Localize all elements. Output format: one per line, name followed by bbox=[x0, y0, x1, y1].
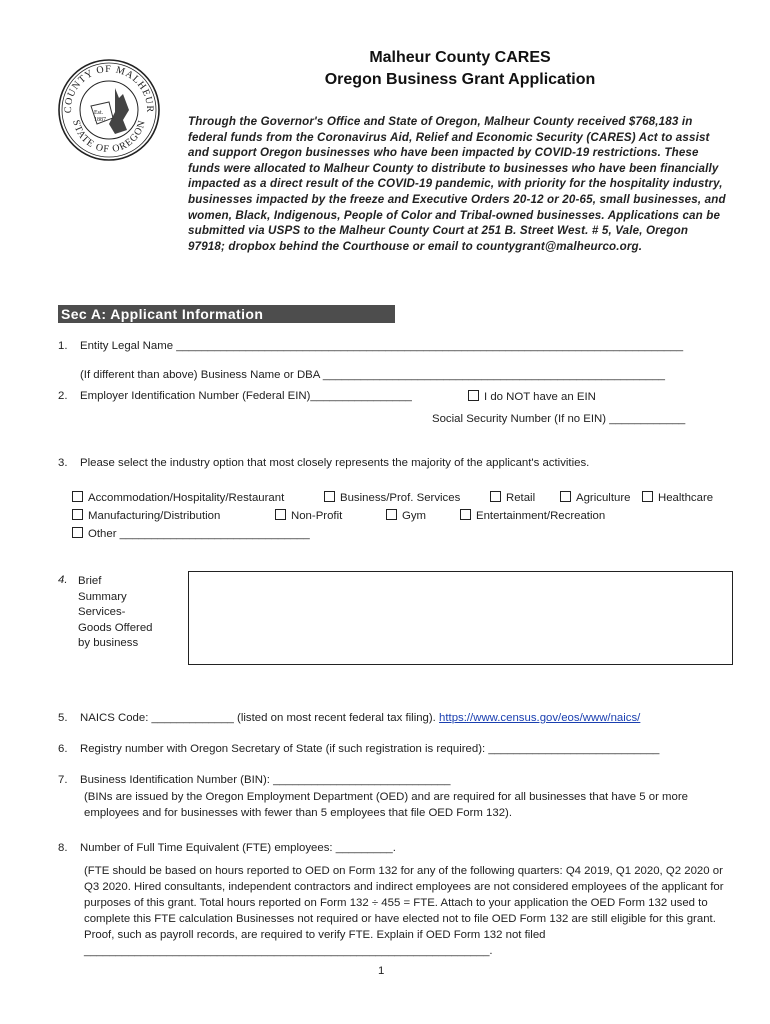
checkbox[interactable] bbox=[72, 527, 83, 538]
industry-option-other[interactable] bbox=[72, 527, 310, 540]
industry-option-business-services[interactable] bbox=[324, 491, 460, 504]
brief-line: Services- bbox=[78, 606, 126, 619]
seal-top-text: COUNTY OF MALHEUR bbox=[62, 63, 156, 114]
naics-label: NAICS Code: _____________ (listed on most recent federal tax filing). bbox=[80, 712, 436, 724]
option-label: Non-Profit bbox=[291, 510, 343, 522]
checkbox[interactable] bbox=[72, 491, 83, 502]
county-seal-image bbox=[57, 58, 161, 162]
q6-number: 6. bbox=[58, 743, 68, 755]
industry-option-manufacturing[interactable] bbox=[72, 509, 220, 522]
brief-line: Goods Offered bbox=[78, 621, 153, 634]
brief-line: Summary bbox=[78, 590, 127, 603]
bin-note: (BINs are issued by the Oregon Employment Department (OED) and are required for all businesses that have 5 or more employees and for businesses with fewer than 5 employees that file OED Form 132). bbox=[84, 791, 688, 819]
seal-est-line2: 1887 bbox=[94, 117, 106, 123]
document-title: Malheur County CARES bbox=[369, 49, 551, 66]
industry-option-retail[interactable] bbox=[490, 491, 535, 504]
industry-option-non-profit[interactable] bbox=[275, 509, 342, 522]
brief-summary-textbox[interactable] bbox=[188, 571, 733, 665]
no-ein-label: I do NOT have an EIN bbox=[484, 391, 596, 403]
section-a-header: Sec A: Applicant Information bbox=[58, 305, 395, 323]
option-label: Gym bbox=[402, 510, 427, 522]
checkbox[interactable] bbox=[386, 509, 397, 520]
checkbox[interactable] bbox=[324, 491, 335, 502]
option-label: Healthcare bbox=[658, 492, 714, 504]
q5-number: 5. bbox=[58, 712, 68, 724]
industry-option-agriculture[interactable] bbox=[560, 491, 630, 504]
industry-question: Please select the industry option that most closely represents the majority of the applicant's activities. bbox=[80, 457, 590, 469]
option-label: Manufacturing/Distribution bbox=[88, 510, 221, 522]
brief-summary-label bbox=[78, 574, 153, 652]
option-label: Agriculture bbox=[576, 492, 631, 504]
industry-option-accommodation[interactable] bbox=[72, 491, 284, 504]
fte-field[interactable]: Number of Full Time Equivalent (FTE) employees: _________. bbox=[80, 842, 396, 854]
naics-link[interactable]: https://www.census.gov/eos/www/naics/ bbox=[439, 712, 641, 724]
industry-option-healthcare[interactable] bbox=[642, 491, 713, 504]
checkbox[interactable] bbox=[460, 509, 471, 520]
fte-note: (FTE should be based on hours reported to OED on Form 132 for any of the following quarters: Q4 2019, Q1 2020, Q2 2020 or Q3 2020. Hired consultants, independent contractors and indirect employees are not considered employees of the applicant for purposes of this grant. Total hours reported on Form 132 ÷ 455 = FTE. Attach to your application the OED Form 132 used to complete this FTE calculation Businesses not required or have elected not to file OED Form 132 are still eligible for this grant. Proof, such as payroll records, are required to verify FTE. Explain if OED Form 132 not filed ________________________________________________________________. bbox=[84, 865, 724, 957]
registry-number-field[interactable]: Registry number with Oregon Secretary of State (if such registration is required): ___________________________ bbox=[80, 743, 660, 755]
no-ein-option[interactable] bbox=[468, 390, 596, 403]
seal-bottom-text: STATE OF OREGON bbox=[70, 118, 148, 156]
checkbox[interactable] bbox=[275, 509, 286, 520]
checkbox[interactable] bbox=[560, 491, 571, 502]
option-label: Retail bbox=[506, 492, 536, 504]
brief-line: Brief bbox=[78, 575, 102, 587]
option-label: Other ______________________________ bbox=[88, 528, 310, 540]
no-ein-checkbox[interactable] bbox=[468, 390, 479, 401]
q7-number: 7. bbox=[58, 774, 68, 786]
checkbox[interactable] bbox=[642, 491, 653, 502]
q1-number: 1. bbox=[58, 340, 68, 352]
q2-number: 2. bbox=[58, 390, 68, 402]
page-number: 1 bbox=[378, 965, 385, 977]
industry-option-entertainment[interactable] bbox=[460, 509, 605, 522]
checkbox[interactable] bbox=[72, 509, 83, 520]
business-dba-field[interactable]: (If different than above) Business Name or DBA ______________________________________________________ bbox=[80, 369, 665, 381]
option-label: Business/Prof. Services bbox=[340, 492, 461, 504]
entity-legal-name-field[interactable]: Entity Legal Name ________________________________________________________________________________ bbox=[80, 340, 684, 352]
q3-number: 3. bbox=[58, 457, 68, 469]
ein-field[interactable]: Employer Identification Number (Federal EIN)________________ bbox=[80, 390, 412, 402]
brief-line: by business bbox=[78, 637, 139, 650]
ssn-field[interactable]: Social Security Number (If no EIN) ____________ bbox=[432, 413, 686, 425]
q4-number: 4. bbox=[58, 574, 68, 586]
svg-text:STATE OF OREGON bbox=[70, 119, 148, 155]
bin-field[interactable]: Business Identification Number (BIN): ____________________________ bbox=[80, 774, 451, 786]
intro-paragraph: Through the Governor's Office and State of Oregon, Malheur County received $768,183 in federal funds from the Coronavirus Aid, Relief and Economic Security (CARES) Act to assist and support Oregon businesses who have been impacted by COVID-19 restrictions. These funds were allocated to Malheur County to distribute to businesses who have been financially impacted as a direct result of the COVID-19 pandemic, with priority for the hospitality industry, businesses impacted by the freeze and Executive Orders 20-12 or 20-65, small businesses, and women, Black, Indigenous, People of Color and Tribal-owned businesses. Applications can be submitted via USPS to the Malheur County Court at 251 B. Street West. # 5, Vale, Oregon 97918; dropbox behind the Courthouse or email to countygrant@malheurco.org. bbox=[188, 115, 726, 253]
naics-code-field[interactable] bbox=[80, 712, 640, 724]
option-label: Entertainment/Recreation bbox=[476, 510, 606, 522]
industry-option-gym[interactable] bbox=[386, 509, 426, 522]
q8-number: 8. bbox=[58, 842, 68, 854]
document-subtitle: Oregon Business Grant Application bbox=[324, 71, 596, 88]
checkbox[interactable] bbox=[490, 491, 501, 502]
option-label: Accommodation/Hospitality/Restaurant bbox=[88, 492, 285, 504]
seal-est-line1: Est. bbox=[94, 110, 104, 116]
